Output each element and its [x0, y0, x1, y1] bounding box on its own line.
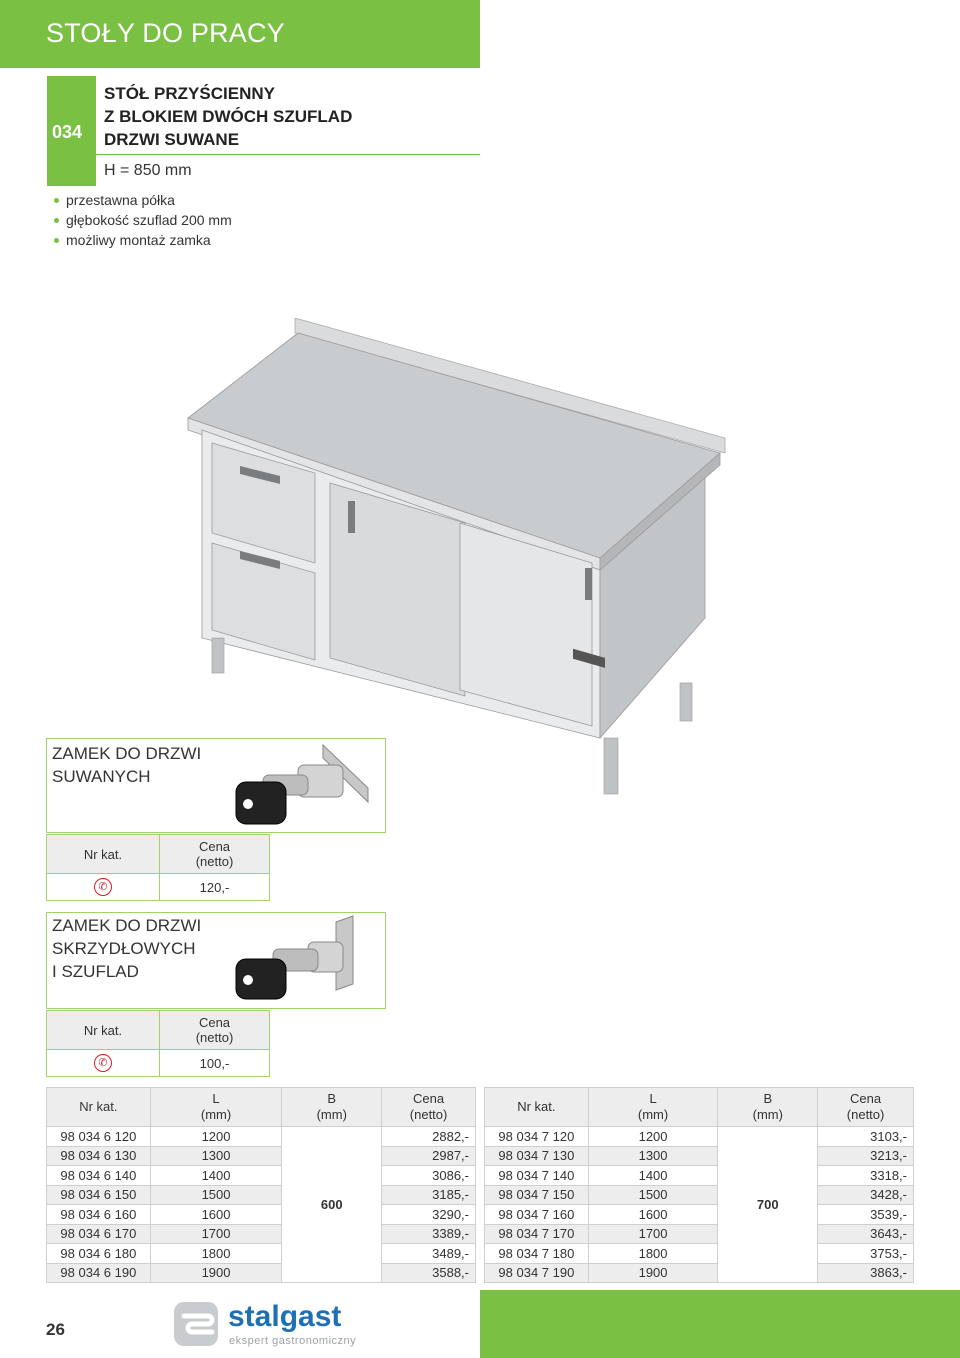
col-b-unit: (mm) — [316, 1107, 347, 1122]
lock-title-line: ZAMEK DO DRZWI — [52, 916, 202, 935]
cell-cena: 3643,- — [818, 1224, 914, 1244]
cell-l: 1900 — [588, 1263, 718, 1283]
table-row — [485, 1224, 914, 1244]
price-table-700 — [484, 1087, 914, 1283]
cell-cena: 3389,- — [382, 1224, 476, 1244]
col-nr: Nr kat. — [47, 835, 160, 874]
cell-l: 1600 — [150, 1205, 282, 1225]
brand-tagline: ekspert gastronomiczny — [229, 1335, 357, 1347]
table-row — [47, 1224, 476, 1244]
col-b-unit: (mm) — [752, 1107, 783, 1122]
phone-icon: ✆ — [94, 1054, 112, 1072]
price-table-600 — [46, 1087, 476, 1283]
col-b — [718, 1088, 818, 1127]
product-name-line: Z BLOKIEM DWÓCH SZUFLAD — [104, 107, 353, 126]
phone-cell — [47, 1050, 160, 1077]
table-row — [485, 1205, 914, 1225]
col-price — [160, 1011, 270, 1050]
cell-cena: 3086,- — [382, 1166, 476, 1186]
cell-l: 1300 — [588, 1146, 718, 1166]
cell-nr: 98 034 6 170 — [47, 1224, 151, 1244]
col-cena-unit: (netto) — [409, 1107, 448, 1122]
product-name-line: STÓŁ PRZYŚCIENNY — [104, 84, 275, 103]
lock-image — [228, 740, 378, 832]
cell-nr: 98 034 7 160 — [485, 1205, 589, 1225]
divider — [47, 154, 480, 155]
cell-cena: 3318,- — [818, 1166, 914, 1186]
cell-l: 1900 — [150, 1263, 282, 1283]
table-row — [47, 1205, 476, 1225]
col-b-label: B — [327, 1091, 337, 1106]
cell-nr: 98 034 6 130 — [47, 1146, 151, 1166]
footer-bar — [480, 1290, 960, 1358]
table-row — [47, 1146, 476, 1166]
table-row — [47, 1185, 476, 1205]
cell-nr: 98 034 6 140 — [47, 1166, 151, 1186]
cell-nr: 98 034 7 170 — [485, 1224, 589, 1244]
table-row — [485, 1185, 914, 1205]
lock-price-table-hinged — [46, 1010, 270, 1077]
col-price-line1: Cena — [198, 1015, 231, 1030]
col-nr: Nr kat. — [47, 1088, 151, 1127]
product-name — [104, 82, 352, 151]
cell-cena: 2882,- — [382, 1127, 476, 1147]
cell-cena: 3103,- — [818, 1127, 914, 1147]
cell-l: 1800 — [150, 1244, 282, 1264]
brand-name: stalgast — [228, 1300, 342, 1333]
cell-l: 1200 — [150, 1127, 282, 1147]
product-image — [180, 318, 730, 798]
stalgast-logo-icon — [174, 1302, 218, 1346]
cell-cena: 3185,- — [382, 1185, 476, 1205]
col-price-line2: (netto) — [195, 1030, 234, 1045]
col-l-label: L — [649, 1091, 657, 1106]
lock-image — [228, 914, 378, 1006]
cell-l: 1500 — [588, 1185, 718, 1205]
feature-item: przestawna półka — [54, 190, 232, 210]
lock-title-sliding — [52, 742, 201, 788]
col-b — [282, 1088, 382, 1127]
page-number: 26 — [46, 1320, 65, 1339]
cell-nr: 98 034 6 120 — [47, 1127, 151, 1147]
cell-nr: 98 034 6 190 — [47, 1263, 151, 1283]
cell-nr: 98 034 6 160 — [47, 1205, 151, 1225]
cell-l: 1700 — [150, 1224, 282, 1244]
cell-cena: 3753,- — [818, 1244, 914, 1264]
cell-cena: 2987,- — [382, 1146, 476, 1166]
cell-nr: 98 034 7 130 — [485, 1146, 589, 1166]
col-price-line1: Cena — [198, 839, 231, 854]
col-cena-label: Cena — [850, 1091, 882, 1106]
lock-title-line: ZAMEK DO DRZWI — [52, 744, 202, 763]
cell-l: 1400 — [150, 1166, 282, 1186]
cell-b: 700 — [718, 1127, 818, 1283]
page-title: STOŁY DO PRACY — [46, 18, 285, 48]
table-row — [47, 1166, 476, 1186]
lock-price: 100,- — [160, 1050, 270, 1077]
cell-cena: 3588,- — [382, 1263, 476, 1283]
col-cena — [382, 1088, 476, 1127]
col-l-unit: (mm) — [200, 1107, 232, 1122]
table-row — [47, 1127, 476, 1147]
cell-nr: 98 034 7 120 — [485, 1127, 589, 1147]
phone-icon: ✆ — [94, 878, 112, 896]
lock-title-line: SUWANYCH — [52, 767, 151, 786]
feature-item: głębokość szuflad 200 mm — [54, 210, 232, 230]
table-row — [47, 1244, 476, 1264]
cell-cena: 3428,- — [818, 1185, 914, 1205]
cell-nr: 98 034 6 150 — [47, 1185, 151, 1205]
lock-price: 120,- — [160, 874, 270, 901]
cell-nr: 98 034 7 190 — [485, 1263, 589, 1283]
table-row — [485, 1146, 914, 1166]
table-row — [47, 1263, 476, 1283]
col-cena-label: Cena — [413, 1091, 445, 1106]
cell-l: 1400 — [588, 1166, 718, 1186]
cell-l: 1300 — [150, 1146, 282, 1166]
cell-cena: 3290,- — [382, 1205, 476, 1225]
col-nr: Nr kat. — [485, 1088, 589, 1127]
cell-cena: 3539,- — [818, 1205, 914, 1225]
col-price — [160, 835, 270, 874]
lock-title-hinged — [52, 914, 201, 983]
cell-cena: 3213,- — [818, 1146, 914, 1166]
product-name-line: DRZWI SUWANE — [104, 130, 240, 149]
col-cena — [818, 1088, 914, 1127]
cell-cena: 3863,- — [818, 1263, 914, 1283]
phone-cell — [47, 874, 160, 901]
feature-list — [54, 190, 232, 250]
cell-l: 1700 — [588, 1224, 718, 1244]
col-l — [150, 1088, 282, 1127]
cell-l: 1500 — [150, 1185, 282, 1205]
lock-price-table-sliding — [46, 834, 270, 901]
cell-nr: 98 034 7 180 — [485, 1244, 589, 1264]
col-l-label: L — [212, 1091, 220, 1106]
cell-l: 1600 — [588, 1205, 718, 1225]
cell-cena: 3489,- — [382, 1244, 476, 1264]
product-code: 034 — [52, 122, 83, 142]
col-l — [588, 1088, 718, 1127]
col-b-label: B — [763, 1091, 773, 1106]
col-l-unit: (mm) — [637, 1107, 669, 1122]
col-nr: Nr kat. — [47, 1011, 160, 1050]
table-row — [485, 1127, 914, 1147]
col-price-line2: (netto) — [195, 854, 234, 869]
cell-l: 1800 — [588, 1244, 718, 1264]
cell-nr: 98 034 7 150 — [485, 1185, 589, 1205]
lock-title-line: I SZUFLAD — [52, 962, 139, 981]
stalgast-logo — [172, 1298, 372, 1350]
cell-b: 600 — [282, 1127, 382, 1283]
table-row — [485, 1166, 914, 1186]
table-row — [485, 1244, 914, 1264]
table-row — [485, 1263, 914, 1283]
lock-title-line: SKRZYDŁOWYCH — [52, 939, 196, 958]
cell-nr: 98 034 7 140 — [485, 1166, 589, 1186]
cell-nr: 98 034 6 180 — [47, 1244, 151, 1264]
cell-l: 1200 — [588, 1127, 718, 1147]
feature-item: możliwy montaż zamka — [54, 230, 232, 250]
product-height: H = 850 mm — [104, 162, 192, 179]
col-cena-unit: (netto) — [846, 1107, 885, 1122]
